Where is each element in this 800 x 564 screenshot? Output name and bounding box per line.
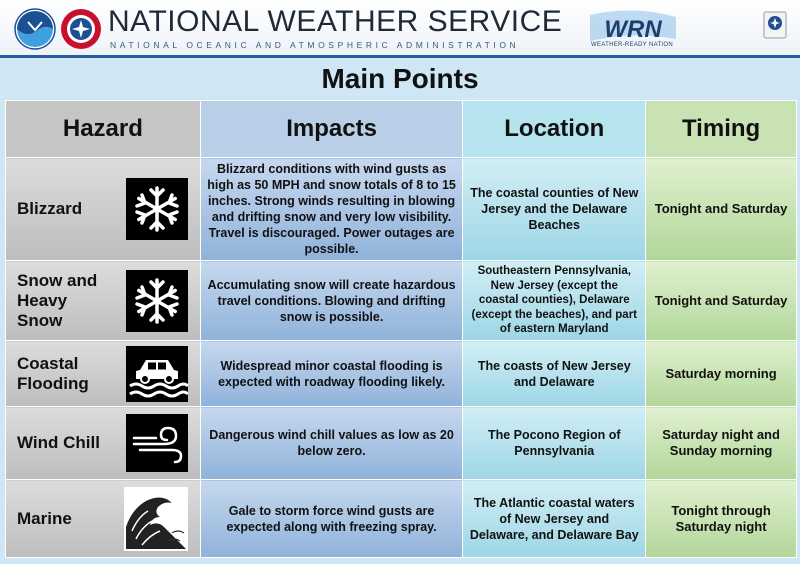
location-text: The Pocono Region of Pennsylvania (487, 428, 621, 458)
impacts-text: Blizzard conditions with wind gusts as high as 50 MPH and snow totals of 8 to 15 inches. Strong winds resulting in blowing and drifting snow and very low visibility. Travel is discouraged. Power outages are possible. (207, 162, 456, 256)
hazard-name: Coastal Flooding (17, 353, 89, 393)
hazard-name: Marine (17, 508, 72, 528)
hazard-cell (6, 261, 201, 341)
impacts-text: Accumulating snow will create hazardous travel conditions. Blowing and drifting snow is possible. (207, 277, 456, 324)
location-cell (463, 480, 646, 558)
snowflake-icon (126, 270, 188, 332)
impacts-text: Dangerous wind chill values as low as 20 below zero. (209, 428, 454, 458)
timing-text: Tonight and Saturday (654, 201, 788, 216)
wrn-logo-text: WRN (604, 16, 662, 43)
hazard-cell (6, 158, 201, 261)
header-impacts: Impacts (200, 101, 463, 158)
hazard-name: Wind Chill (17, 433, 100, 452)
table-row (6, 261, 797, 341)
impacts-cell (200, 407, 463, 480)
impacts-text: Widespread minor coastal flooding is expected with roadway flooding likely. (218, 358, 446, 389)
location-text: Southeastern Pennsylvania, New Jersey (except the coastal counties), Delaware (except the beaches), and part of eastern Maryland (471, 265, 638, 336)
timing-cell (646, 407, 797, 480)
impacts-cell (200, 158, 463, 261)
timing-text: Tonight and Saturday (654, 292, 788, 308)
wind-icon (126, 414, 188, 472)
table-header-row (6, 101, 797, 158)
impacts-text: Gale to storm force wind gusts are expected along with freezing spray. (226, 503, 437, 534)
timing-cell (646, 341, 797, 407)
timing-cell (646, 158, 797, 261)
snowflake-icon (126, 178, 188, 240)
location-cell (463, 158, 646, 261)
location-text: The coastal counties of New Jersey and the Delaware Beaches (470, 186, 639, 232)
timing-text: Tonight through Saturday night (671, 502, 771, 534)
table-row (6, 158, 797, 261)
car-flood-icon (126, 346, 188, 402)
hazard-name: Snow and Heavy Snow (17, 270, 98, 330)
hazard-cell (6, 480, 201, 558)
timing-cell (646, 261, 797, 341)
location-cell (463, 341, 646, 407)
header-location: Location (463, 101, 646, 158)
timing-cell (646, 480, 797, 558)
location-cell (463, 407, 646, 480)
noaa-logo-icon (14, 8, 56, 50)
table-row (6, 407, 797, 480)
noaa-subtitle: NATIONAL OCEANIC AND ATMOSPHERIC ADMINISTRATION (110, 40, 520, 50)
nws-title: NATIONAL WEATHER SERVICE (108, 5, 563, 38)
page-title: Main Points (321, 63, 479, 94)
hazard-name: Blizzard (17, 199, 83, 218)
main-points-table (5, 100, 797, 558)
impacts-cell (200, 480, 463, 558)
document-seal-icon (762, 10, 788, 40)
hazard-cell (6, 341, 201, 407)
impacts-cell (200, 261, 463, 341)
header-timing: Timing (646, 101, 797, 158)
nws-logo-icon (60, 8, 102, 50)
table-row (6, 341, 797, 407)
timing-text: Saturday night and Sunday morning (662, 427, 780, 458)
location-cell (463, 261, 646, 341)
wrn-tagline: WEATHER-READY NATION (590, 42, 673, 48)
header-banner (0, 0, 800, 58)
hazard-cell (6, 407, 201, 480)
table-row (6, 480, 797, 558)
location-text: The Atlantic coastal waters of New Jersey and Delaware, and Delaware Bay (469, 495, 639, 542)
impacts-cell (200, 341, 463, 407)
location-text: The coasts of New Jersey and Delaware (477, 358, 631, 389)
header-hazard: Hazard (6, 101, 201, 158)
timing-text: Saturday morning (665, 365, 777, 381)
wave-icon (124, 487, 188, 551)
